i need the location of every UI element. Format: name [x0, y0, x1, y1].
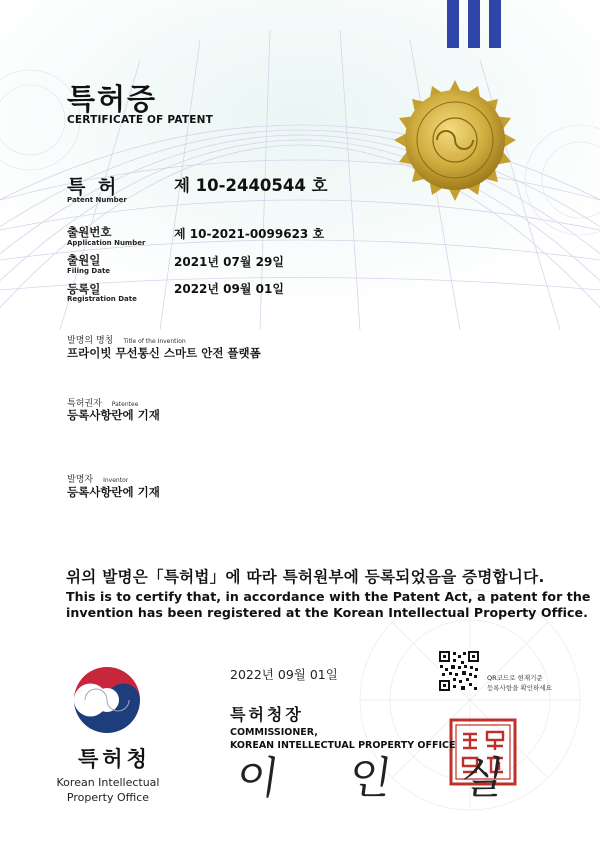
commissioner-title: 특허청장	[230, 705, 304, 724]
kipo-taegeuk-emblem-icon	[74, 667, 140, 733]
filing-label-en: Filing Date	[67, 267, 111, 275]
registration-label-en: Registration Date	[67, 295, 137, 303]
invention-title: 프라이빗 무선통신 스마트 안전 플랫폼	[67, 346, 261, 360]
commissioner-title-en-1: COMMISSIONER,	[230, 727, 318, 738]
qr-caption-1: QR코드로 현재기준	[487, 674, 543, 682]
patentee-value: 등록사항란에 기재	[67, 408, 160, 422]
application-label: 출원번호	[67, 225, 112, 239]
patentee-label: 특허권자	[67, 399, 102, 409]
certificate-title-en: CERTIFICATE OF PATENT	[67, 114, 213, 126]
patent-label-en: Patent Number	[67, 196, 127, 204]
patent-number: 제 10-2440544 호	[174, 176, 328, 195]
office-name-en-1: Korean Intellectual	[56, 776, 160, 789]
inventor-label: 발명자	[67, 475, 94, 485]
patentee-label-en: Patentee	[111, 401, 139, 408]
application-number: 제 10-2021-0099623 호	[174, 227, 325, 241]
issue-date: 2022년 09월 01일	[230, 667, 338, 682]
filing-date: 2021년 07월 29일	[174, 255, 284, 269]
filing-label: 출원일	[67, 253, 101, 267]
certification-statement-en-2: invention has been registered at the Korean Intellectual Property Office.	[66, 605, 588, 620]
invention-label-en: Title of the Invention	[123, 338, 186, 345]
inventor-value: 등록사항란에 기재	[67, 485, 160, 499]
certificate-title: 특허증	[67, 82, 158, 116]
qr-caption-2: 등록사항을 확인하세요	[487, 684, 552, 692]
ribbon-stripe	[447, 0, 459, 48]
office-name-en-2: Property Office	[66, 791, 150, 804]
inventor-label-en: Inventor	[103, 477, 129, 484]
ribbon-stripe	[468, 0, 480, 48]
commissioner-signature: 이 인 실	[232, 753, 536, 804]
certification-statement-en-1: This is to certify that, in accordance with the Patent Act, a patent for the	[66, 589, 591, 604]
office-name: 특허청	[78, 747, 151, 771]
certification-statement-ko: 위의 발명은「특허법」에 따라 특허원부에 등록되었음을 증명합니다.	[66, 568, 545, 586]
commissioner-title-en-2: KOREAN INTELLECTUAL PROPERTY OFFICE	[230, 740, 456, 751]
invention-label: 발명의 명칭	[67, 336, 114, 346]
registration-label: 등록일	[67, 282, 101, 296]
application-label-en: Application Number	[67, 239, 146, 247]
qr-code-icon	[439, 651, 479, 691]
patent-label: 특 허	[67, 176, 120, 198]
ribbon-stripe	[489, 0, 501, 48]
registration-date: 2022년 09월 01일	[174, 282, 284, 296]
